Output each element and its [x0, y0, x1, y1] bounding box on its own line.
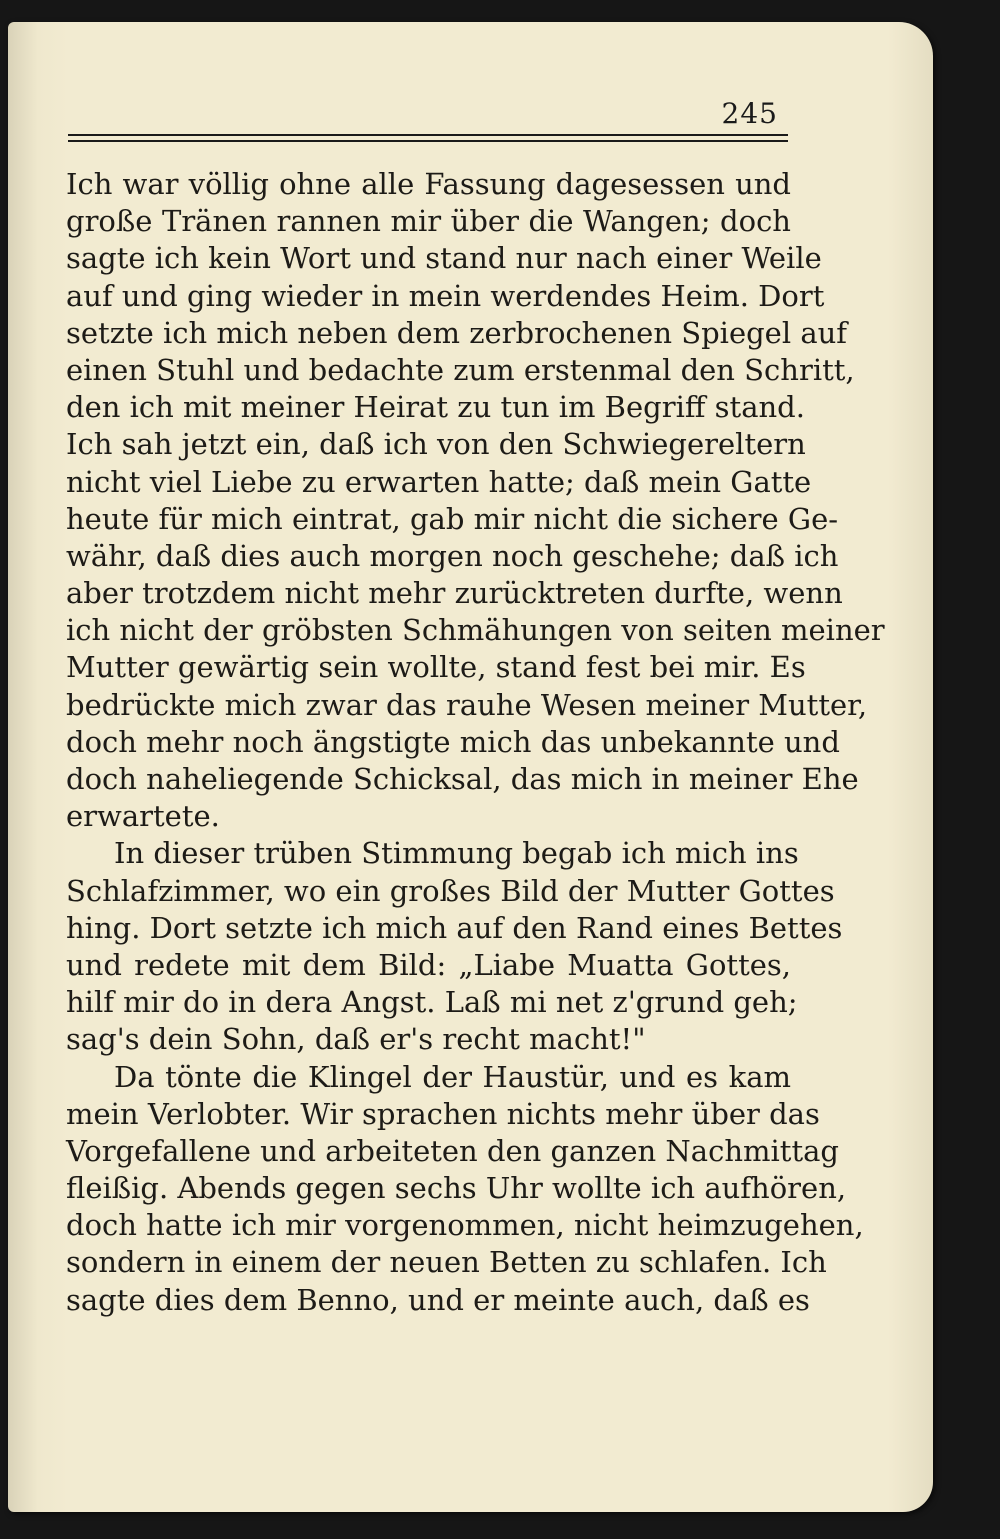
text-line: sondern in einem der neuen Betten zu schlafen. Ich [66, 1245, 827, 1280]
text-line: Vorgefallene und arbeiteten den ganzen Nachmittag [66, 1133, 839, 1168]
text-line: setzte ich mich neben dem zerbrochenen Spiegel auf [66, 315, 848, 350]
text-line: währ, daß dies auch morgen noch geschehe; daß ich [66, 538, 839, 573]
text-line: doch mehr noch ängstigte mich das unbekannte und [66, 724, 840, 759]
text-line: sag's dein Sohn, daß er's recht macht!" [66, 1022, 646, 1057]
text-line: aber trotzdem nicht mehr zurücktreten durfte, wenn [66, 576, 843, 611]
text-line: und redete mit dem Bild: „Liabe Muatta Gottes, [66, 947, 791, 982]
text-line: hing. Dort setzte ich mich auf den Rand eines Bettes [66, 910, 843, 945]
text-line: einen Stuhl und bedachte zum erstenmal den Schritt, [66, 352, 855, 387]
text-line: heute für mich eintrat, gab mir nicht die sichere Ge- [66, 501, 839, 536]
text-line: Da tönte die Klingel der Haustür, und es kam [114, 1059, 791, 1094]
body-text [66, 166, 885, 1319]
text-line: doch hatte ich mir vorgenommen, nicht heimzugehen, [66, 1208, 864, 1243]
text-line: sagte ich kein Wort und stand nur nach einer Weile [66, 241, 822, 276]
text-line: Ich sah jetzt ein, daß ich von den Schwiegereltern [66, 427, 806, 462]
page-number: 245 [721, 97, 778, 130]
text-line: sagte dies dem Benno, und er meinte auch, daß es [66, 1282, 810, 1317]
text-line: große Tränen rannen mir über die Wangen; doch [66, 204, 791, 239]
text-line: erwartete. [66, 799, 220, 834]
text-line: ich nicht der gröbsten Schmähungen von seiten meiner [66, 613, 885, 648]
text-line: den ich mit meiner Heirat zu tun im Begriff stand. [66, 390, 805, 425]
book-page [8, 22, 933, 1512]
text-line: Mutter gewärtig sein wollte, stand fest bei mir. Es [66, 650, 806, 685]
text-line: Ich war völlig ohne alle Fassung dagesessen und [66, 167, 791, 201]
text-line: auf und ging wieder in mein werdendes Heim. Dort [66, 278, 825, 313]
text-line: doch naheliegende Schicksal, das mich in meiner Ehe [66, 762, 859, 796]
text-line: hilf mir do in dera Angst. Laß mi net z'grund geh; [66, 985, 798, 1020]
text-line: nicht viel Liebe zu erwarten hatte; daß mein Gatte [66, 464, 812, 499]
text-line: bedrückte mich zwar das rauhe Wesen meiner Mutter, [66, 687, 868, 722]
text-line: mein Verlobter. Wir sprachen nichts mehr über das [66, 1096, 820, 1131]
text-line: Schlafzimmer, wo ein großes Bild der Mutter Gottes [66, 873, 835, 908]
text-line: In dieser trüben Stimmung begab ich mich ins [114, 836, 799, 871]
text-line: fleißig. Abends gegen sechs Uhr wollte ich aufhören, [66, 1171, 847, 1206]
header-rule-bottom [68, 140, 788, 142]
header-rule-top [68, 134, 788, 136]
